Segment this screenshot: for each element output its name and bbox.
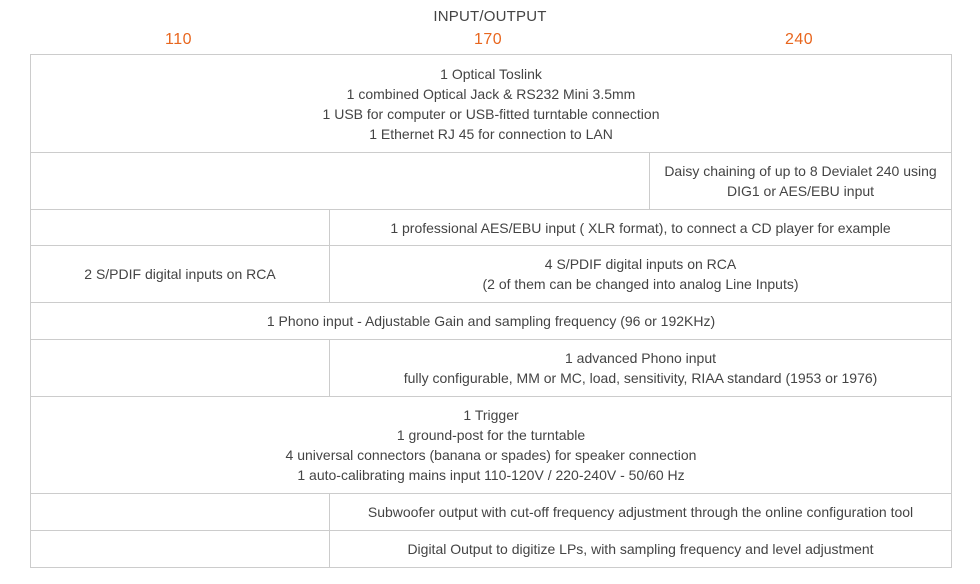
- cell-line: 1 USB for computer or USB-fitted turntable connection: [322, 105, 660, 122]
- table-row: [31, 246, 952, 303]
- cell-line: 1 auto-calibrating mains input 110-120V / 220-240V - 50/60 Hz: [297, 467, 685, 483]
- cell-line: DIG1 or AES/EBU input: [726, 183, 875, 199]
- cell-line: 1 Optical Toslink: [440, 65, 542, 82]
- cell-empty: [31, 494, 330, 531]
- model-header-110: 110: [165, 31, 193, 48]
- cell-line: 4 S/PDIF digital inputs on RCA: [544, 256, 737, 272]
- model-header-170: 170: [474, 31, 503, 48]
- cell-170-240: [330, 494, 952, 531]
- model-header-240: 240: [785, 31, 814, 48]
- cell-170-240: [330, 340, 952, 397]
- cell-170-240: [330, 210, 952, 246]
- cell-all-models: [31, 397, 952, 494]
- io-spec-table: [30, 54, 952, 568]
- cell-line: fully configurable, MM or MC, load, sensitivity, RIAA standard (1953 or 1976): [403, 370, 878, 386]
- cell-line: 4 universal connectors (banana or spades) for speaker connection: [285, 447, 697, 463]
- table-row: [31, 55, 952, 153]
- table-row: [31, 210, 952, 246]
- cell-line: 1 ground-post for the turntable: [396, 427, 586, 443]
- cell-all-models: [31, 55, 952, 153]
- cell-240: [650, 153, 952, 210]
- cell-line: 1 combined Optical Jack & RS232 Mini 3.5mm: [346, 85, 636, 102]
- table-row: [31, 397, 952, 494]
- cell-line: 1 professional AES/EBU input ( XLR format), to connect a CD player for example: [390, 219, 891, 236]
- cell-empty: [31, 210, 330, 246]
- cell-empty: [31, 531, 330, 568]
- section-title: INPUT/OUTPUT: [433, 8, 547, 25]
- cell-line: 2 S/PDIF digital inputs on RCA: [84, 266, 276, 282]
- cell-empty: [31, 340, 330, 397]
- table-row: [31, 531, 952, 568]
- cell-line: 1 advanced Phono input: [565, 350, 717, 366]
- cell-line: Subwoofer output with cut-off frequency adjustment through the online configuration tool: [367, 504, 914, 520]
- cell-line: 1 Ethernet RJ 45 for connection to LAN: [369, 125, 613, 142]
- cell-all-models: [31, 303, 952, 340]
- table-row: [31, 494, 952, 531]
- cell-line: (2 of them can be changed into analog Line Inputs): [482, 276, 799, 292]
- cell-line: Digital Output to digitize LPs, with sampling frequency and level adjustment: [407, 541, 874, 557]
- cell-170-240: [330, 246, 952, 303]
- table-row: [31, 340, 952, 397]
- cell-170-240: [330, 531, 952, 568]
- cell-empty: [31, 153, 650, 210]
- table-row: [31, 303, 952, 340]
- cell-110: [31, 246, 330, 303]
- cell-line: 1 Trigger: [463, 407, 519, 423]
- table-row: [31, 153, 952, 210]
- cell-line: Daisy chaining of up to 8 Devialet 240 using: [664, 163, 937, 179]
- cell-line: 1 Phono input - Adjustable Gain and sampling frequency (96 or 192KHz): [266, 313, 716, 329]
